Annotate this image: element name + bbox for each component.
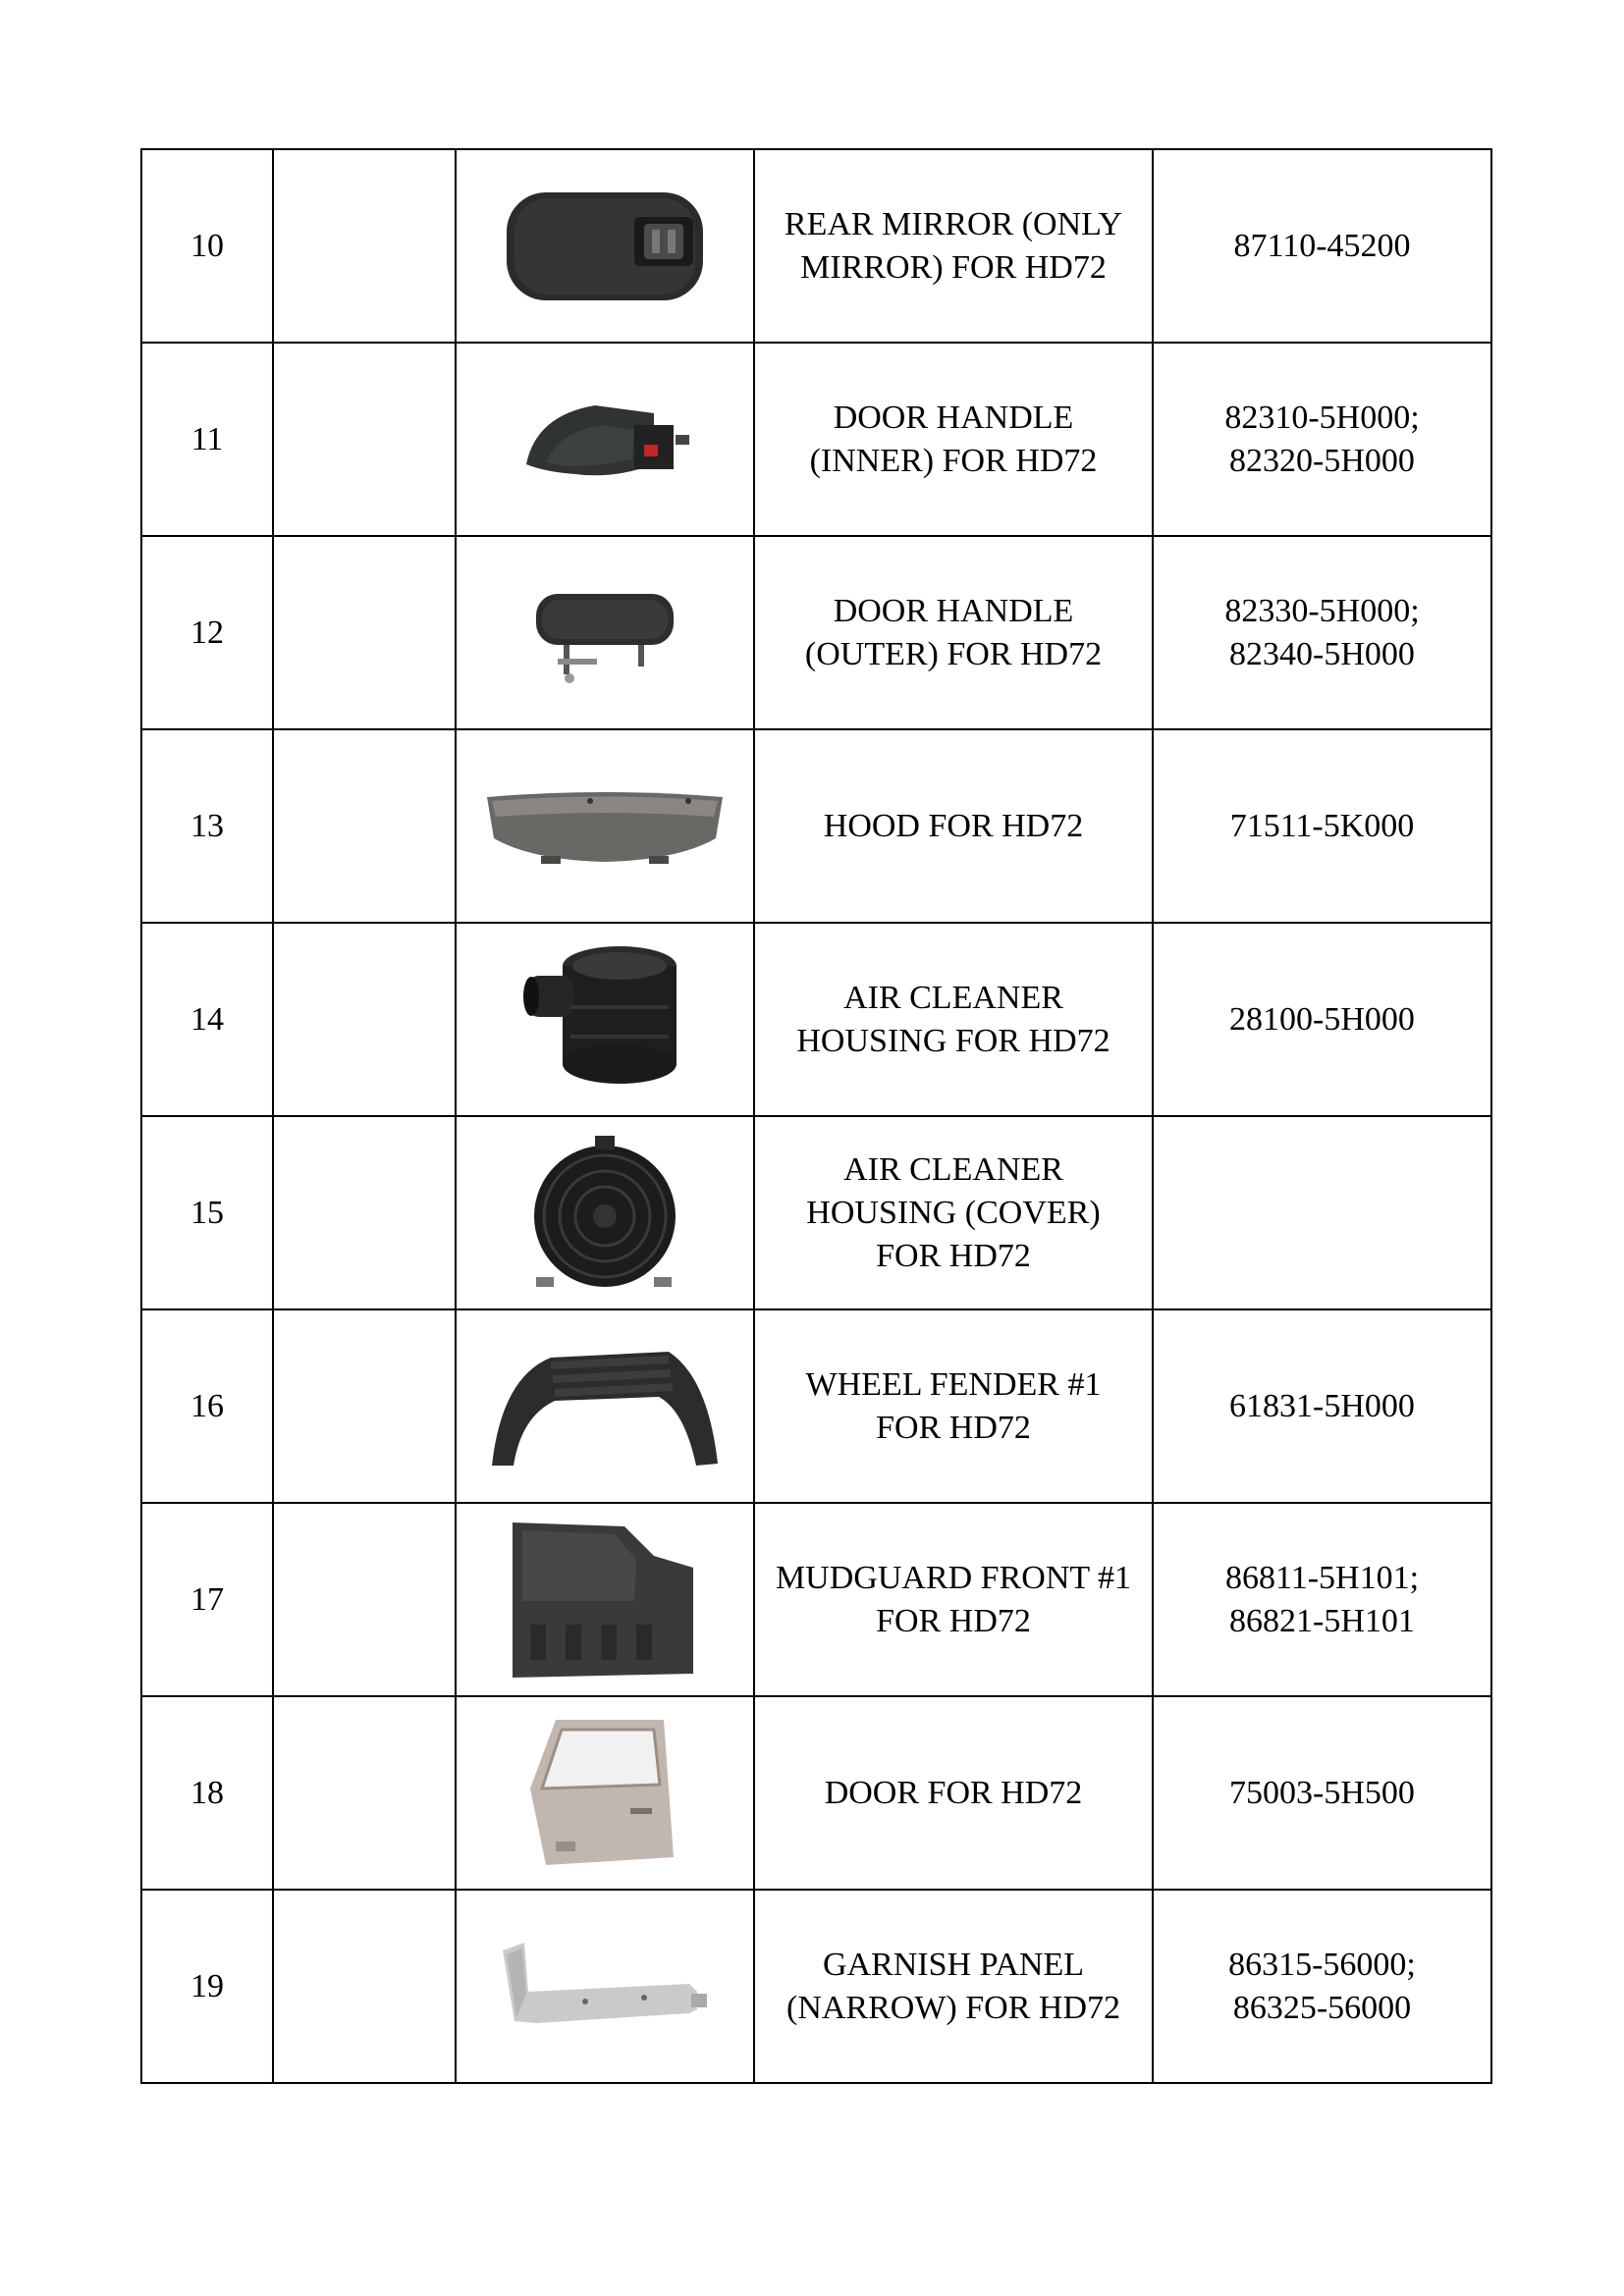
- blank-cell: [273, 1116, 456, 1309]
- item-number: 18: [141, 1696, 273, 1890]
- item-number: 16: [141, 1309, 273, 1503]
- blank-cell: [273, 1503, 456, 1696]
- table-row: [141, 1890, 1491, 2083]
- door-image: [516, 1710, 693, 1877]
- wheel-fender-image: [482, 1338, 728, 1475]
- table-row: [141, 343, 1491, 536]
- table-row: [141, 1696, 1491, 1890]
- blank-cell: [273, 1309, 456, 1503]
- blank-cell: [273, 343, 456, 536]
- mudguard-image: [507, 1517, 703, 1683]
- blank-cell: [273, 923, 456, 1116]
- table-row: [141, 923, 1491, 1116]
- part-image-cell: [456, 923, 754, 1116]
- table-row: [141, 1309, 1491, 1503]
- part-code: 28100-5H000: [1153, 923, 1491, 1116]
- part-code: 71511-5K000: [1153, 729, 1491, 923]
- part-code: 86315-56000; 86325-56000: [1153, 1890, 1491, 2083]
- part-image-cell: [456, 149, 754, 343]
- part-code: 86811-5H101; 86821-5H101: [1153, 1503, 1491, 1696]
- item-number: 14: [141, 923, 273, 1116]
- part-image-cell: [456, 343, 754, 536]
- part-image-cell: [456, 1503, 754, 1696]
- part-description: DOOR FOR HD72: [754, 1696, 1153, 1890]
- inner-door-handle-image: [507, 386, 703, 494]
- part-description: WHEEL FENDER #1 FOR HD72: [754, 1309, 1153, 1503]
- outer-door-handle-image: [507, 574, 703, 692]
- part-image-cell: [456, 1890, 754, 2083]
- part-image-cell: [456, 1116, 754, 1309]
- air-cleaner-cover-image: [516, 1130, 693, 1297]
- part-code: [1153, 1116, 1491, 1309]
- item-number: 17: [141, 1503, 273, 1696]
- table-row: [141, 1116, 1491, 1309]
- blank-cell: [273, 1890, 456, 2083]
- garnish-panel-image: [497, 1933, 713, 2041]
- table-row: [141, 1503, 1491, 1696]
- item-number: 19: [141, 1890, 273, 2083]
- air-cleaner-housing-image: [512, 936, 698, 1103]
- blank-cell: [273, 536, 456, 729]
- part-description: DOOR HANDLE (INNER) FOR HD72: [754, 343, 1153, 536]
- part-description: REAR MIRROR (ONLY MIRROR) FOR HD72: [754, 149, 1153, 343]
- part-description: HOOD FOR HD72: [754, 729, 1153, 923]
- table-row: [141, 729, 1491, 923]
- item-number: 15: [141, 1116, 273, 1309]
- hood-image: [482, 777, 728, 876]
- part-description: AIR CLEANER HOUSING FOR HD72: [754, 923, 1153, 1116]
- part-image-cell: [456, 729, 754, 923]
- parts-table: [140, 148, 1492, 2084]
- part-description: GARNISH PANEL (NARROW) FOR HD72: [754, 1890, 1153, 2083]
- part-description: AIR CLEANER HOUSING (COVER) FOR HD72: [754, 1116, 1153, 1309]
- item-number: 12: [141, 536, 273, 729]
- item-number: 13: [141, 729, 273, 923]
- part-code: 82330-5H000; 82340-5H000: [1153, 536, 1491, 729]
- part-description: DOOR HANDLE (OUTER) FOR HD72: [754, 536, 1153, 729]
- table-row: [141, 536, 1491, 729]
- part-code: 82310-5H000; 82320-5H000: [1153, 343, 1491, 536]
- item-number: 11: [141, 343, 273, 536]
- part-code: 75003-5H500: [1153, 1696, 1491, 1890]
- table-row: [141, 149, 1491, 343]
- item-number: 10: [141, 149, 273, 343]
- part-image-cell: [456, 1696, 754, 1890]
- part-code: 87110-45200: [1153, 149, 1491, 343]
- blank-cell: [273, 149, 456, 343]
- part-image-cell: [456, 536, 754, 729]
- rear-mirror-image: [497, 183, 713, 310]
- blank-cell: [273, 1696, 456, 1890]
- blank-cell: [273, 729, 456, 923]
- part-image-cell: [456, 1309, 754, 1503]
- part-description: MUDGUARD FRONT #1 FOR HD72: [754, 1503, 1153, 1696]
- part-code: 61831-5H000: [1153, 1309, 1491, 1503]
